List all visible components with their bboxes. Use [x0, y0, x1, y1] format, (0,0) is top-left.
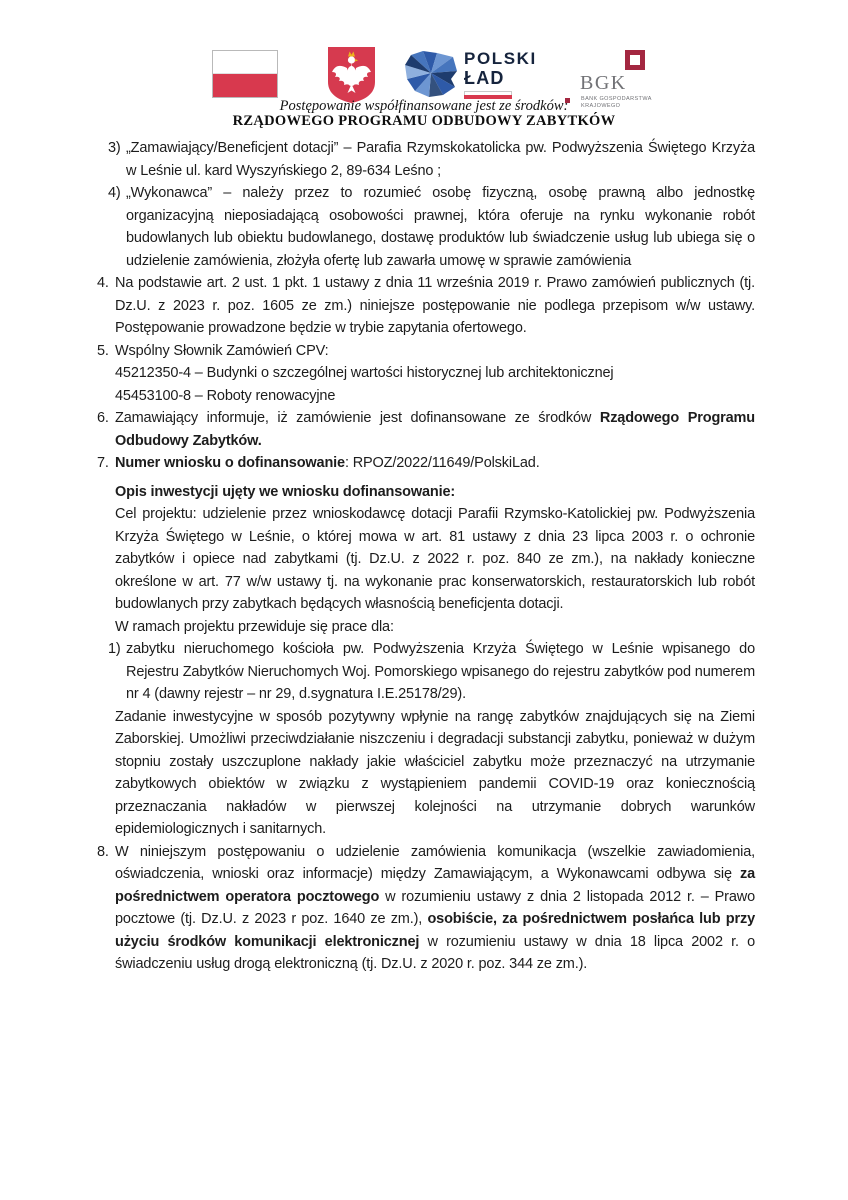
- document-body: [0, 131, 848, 976]
- list-marker: 4.: [97, 275, 109, 291]
- flag-white-stripe: [213, 51, 277, 74]
- list-marker: 3): [108, 140, 121, 156]
- polski-lad-logo: [403, 47, 553, 105]
- paragraph: [115, 481, 755, 504]
- paragraph: [115, 616, 755, 639]
- list-item: [108, 182, 755, 272]
- list-marker: 8.: [97, 843, 109, 860]
- program-name: RZĄDOWEGO PROGRAMU ODBUDOWY ZABYTKÓW: [232, 112, 616, 129]
- text-run: w rozumieniu ustawy z dnia 2 listopada 2012 r. – Prawo pocztowe (tj. Dz.U. z 2023 r poz. 1640 ze zm.),: [115, 888, 755, 927]
- list-item: [97, 841, 755, 976]
- text-run: 45212350-4 – Budynki o szczególnej wartości historycznej lub architektonicznej: [115, 365, 614, 381]
- text-run: Zadanie inwestycyjne w sposób pozytywny wpłynie na rangę zabytków znajdujących się na Ziemi Zaborskiej. Umożliwi przeciwdziałanie niszczeniu i degradacji substancji zabytku, ponieważ w dużym stopniu zostały uszczuplone nakłady jakie właściciel zabytku może przeznaczyć na utrzymanie zabytkowych obiektów w związku z wystąpieniem pandemii COVID-19 oraz koniecznością przeznaczania nakładów w pierwszej kolejności na utrzymanie dobrych warunków epidemiologicznych i sanitarnych.: [115, 708, 755, 837]
- paragraph-text: [115, 503, 755, 616]
- paragraph-text: [115, 362, 755, 385]
- paragraph-text: [115, 481, 755, 504]
- bold-text-run: za pośrednictwem operatora pocztowego: [115, 866, 755, 905]
- bgk-full-name-line2: KRAJOWEGO: [581, 102, 621, 109]
- paragraph-text: [126, 137, 755, 182]
- paragraph-text: [115, 272, 755, 340]
- bold-text-run: Rządowego Programu Odbudowy Zabytków.: [115, 410, 756, 449]
- paragraph-text: [115, 706, 755, 841]
- paragraph-text: [126, 638, 755, 706]
- document-header: [0, 0, 848, 131]
- paragraph: [115, 503, 755, 616]
- bold-text-run: Numer wniosku o dofinansowanie: [115, 455, 345, 471]
- text-run: zabytku nieruchomego kościoła pw. Podwyższenia Krzyża Świętego w Leśnie wpisanego do Rejestru Zabytków Nieruchomych Woj. Pomorskiego wpisanego do rejestru zabytków pod numerem nr 4 (dawny rejestr – nr 29, d.sygnatura I.E.25178/29).: [126, 641, 755, 702]
- bgk-full-name-line1: BANK GOSPODARSTWA: [581, 96, 652, 102]
- text-run: : RPOZ/2022/11649/PolskiLad.: [344, 455, 540, 471]
- paragraph: [115, 362, 755, 385]
- paragraph: [115, 706, 755, 841]
- list-item: [97, 272, 755, 340]
- polski-label: POLSKI: [464, 49, 537, 68]
- paragraph-text: [115, 841, 755, 976]
- bold-text-run: Opis inwestycji ujęty we wniosku dofinansowanie:: [115, 483, 456, 500]
- flag-red-stripe: [213, 74, 277, 97]
- list-marker: 1): [108, 641, 121, 657]
- text-run: „Wykonawca” – należy przez to rozumieć osobę fizyczną, osobę prawną albo jednostkę organizacyjną nieposiadającą osobowości prawnej, która oferuje na rynku wykonanie robót budowlanych lub obiektu budowlanego, dostawę produktów lub świadczenie usług lub ubiega się o udzielenie zamówienia, złożyła ofertę lub zawarła umowę w sprawie zamówienia: [126, 185, 755, 269]
- polish-flag-icon: [212, 50, 278, 98]
- paragraph-text: [115, 452, 755, 475]
- cofinance-note: Postępowanie współfinansowane jest ze środków:: [279, 98, 569, 114]
- lad-label: ŁAD: [464, 68, 505, 88]
- text-run: „Zamawiający/Beneficjent dotacji” – Parafia Rzymskokatolicka pw. Podwyższenia Świętego Krzyża w Leśnie ul. kard Wyszyńskiego 2, 89-634 Leśno ;: [126, 140, 755, 179]
- list-marker: 5.: [97, 342, 109, 359]
- list-item: [97, 340, 755, 363]
- text-run: Wspólny Słownik Zamówień CPV:: [115, 342, 329, 359]
- poland-map-icon: [403, 49, 459, 99]
- paragraph-text: [115, 385, 755, 408]
- list-marker: 4): [108, 185, 121, 201]
- list-marker: 7.: [97, 455, 109, 471]
- text-run: W niniejszym postępowaniu o udzielenie zamówienia komunikacja (wszelkie zawiadomienia, oświadczenia, wnioski oraz informacje) między Zamawiającym, a Wykonawcami odbywa się: [115, 843, 755, 882]
- text-run: 45453100-8 – Roboty renowacyjne: [115, 387, 336, 404]
- paragraph-text: [126, 182, 755, 272]
- list-item: [108, 638, 755, 706]
- text-run: w rozumieniu ustawy w dnia 18 lipca 2002 r. o świadczeniu usług drogą elektroniczną (tj. Dz.U. z 2020 r. poz. 344 ze zm.).: [115, 933, 756, 972]
- paragraph: [115, 385, 755, 408]
- bgk-abbreviation: BGK: [580, 72, 627, 94]
- polski-lad-wordmark: [464, 49, 552, 99]
- text-run: Cel projektu: udzielenie przez wnioskodawcę dotacji Parafii Rzymsko-Katolickiej pw. Podwyższenia Krzyża Świętego w Leśnie, o której mowa w art. 81 ustawy z dnia 23 lipca 2003 r. o ochronie zabytków i opiece nad zabytkami (tj. Dz.U. z 2022 r. poz. 840 ze zm.), na nakłady konieczne określone w art. 77 w/w ustawy tj. na wykonanie prac konserwatorskich, restauratorskich lub robót budowlanych przy zabytkach będących własnością beneficjenta dotacji.: [115, 506, 755, 612]
- text-run: Zamawiający informuje, iż zamówienie jest dofinansowane ze środków: [115, 410, 600, 426]
- bgk-square-frame-icon: [625, 50, 645, 70]
- text-run: W ramach projektu przewiduje się prace dla:: [115, 618, 394, 635]
- list-item: [108, 137, 755, 182]
- paragraph-text: [115, 616, 755, 639]
- paragraph-text: [115, 407, 755, 452]
- list-item: [97, 407, 755, 452]
- text-run: Na podstawie art. 2 ust. 1 pkt. 1 ustawy z dnia 11 września 2019 r. Prawo zamówień publicznych (tj. Dz.U. z 2023 r. poz. 1605 ze zm.) niniejsze postępowanie nie podlega przepisom w/w ustawy. Postępowanie prowadzone będzie w trybie zapytania ofertowego.: [115, 275, 755, 336]
- paragraph-text: [115, 340, 755, 363]
- bold-text-run: osobiście, za pośrednictwem posłańca lub przy użyciu środków komunikacji elektronicznej: [115, 911, 755, 950]
- list-marker: 6.: [97, 410, 109, 426]
- list-item: [97, 452, 755, 475]
- polish-eagle-emblem-icon: [327, 46, 376, 104]
